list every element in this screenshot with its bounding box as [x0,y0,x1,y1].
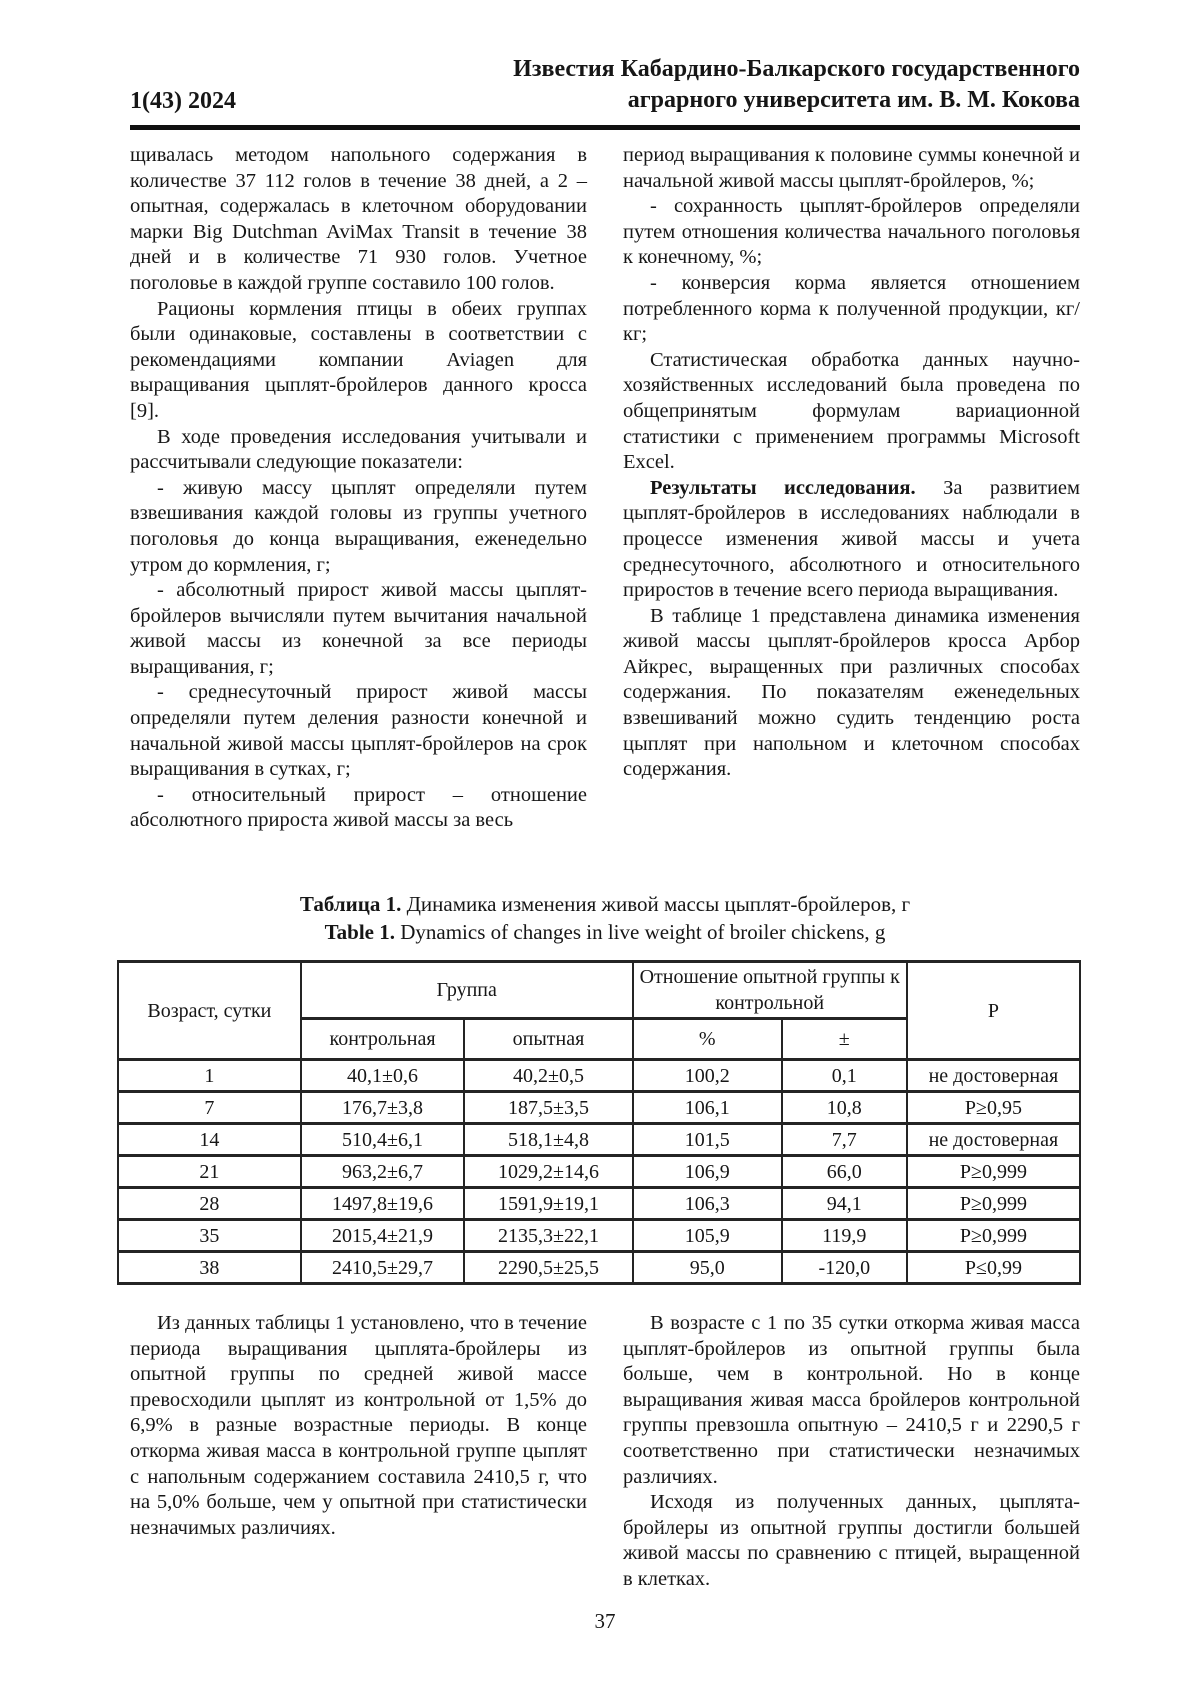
right-column-bottom [623,1311,1080,1593]
table-caption-en-label: Table 1. [324,920,395,945]
list-item-paragraph: - среднесуточный прирост живой массы определяли путем деления разности конечной и начальной живой массы цыплят-бройлеров на срок выращивания в сутках, г; [130,681,587,781]
cell-age: 1 [118,1060,301,1092]
cell-experimental: 40,2±0,5 [464,1060,632,1092]
left-column-bottom [130,1311,587,1593]
cell-p: не достоверная [907,1060,1080,1092]
cell-p: Р≥0,95 [907,1092,1080,1124]
cell-control: 2410,5±29,7 [301,1252,465,1284]
table-caption-ru [130,890,1080,918]
header-age: Возраст, сутки [118,962,301,1060]
header-ratio-percent: % [633,1019,782,1060]
cell-ratio-delta: 119,9 [782,1220,907,1252]
cell-control: 2015,4±21,9 [301,1220,465,1252]
body-bottom-columns [130,1311,1080,1593]
cell-age: 7 [118,1092,301,1124]
paragraph: В ходе проведения исследования учитывали и рассчитывали следующие показатели: [130,425,587,474]
cell-ratio-percent: 100,2 [633,1060,782,1092]
list-item-paragraph: - абсолютный прирост живой массы цыплят-бройлеров вычисляли путем вычитания начальной живой массы из конечной за все периоды выращивания, г; [130,579,587,678]
cell-control: 963,2±6,7 [301,1156,465,1188]
table-header-row-1 [118,962,1080,1019]
cell-age: 38 [118,1252,301,1284]
results-text: За развитием цыплят-бройлеров в исследованиях наблюдали в процессе изменения живой массы и учета среднесуточного, абсолютного и относительного приростов в течение всего периода выращивания. [623,476,1081,602]
paragraph: Рационы кормления птицы в обеих группах были одинаковые, составлены в соответствии с рекомендациями компании Aviagen для выращивания цыплят-бройлеров данного кросса [9]. [130,297,587,422]
journal-title-line1: Известия Кабардино-Балкарского государственного [513,56,1080,82]
cell-ratio-percent: 106,3 [633,1188,782,1220]
table-caption-ru-text: Динамика изменения живой массы цыплят-бройлеров, г [401,892,911,917]
paragraph: щивалась методом напольного содержания в количестве 37 112 голов в течение 38 дней, а 2 – опытная, содержалась в клеточном оборудовании марки Big Dutchman AviMax Transit в течение 38 дней и в количестве 71 930 голов. Учетное поголовье в каждой группе составило 100 голов. [130,144,587,294]
table-caption-en-text: Dynamics of changes in live weight of broiler chickens, g [394,920,886,945]
left-column-top [130,143,587,834]
cell-age: 21 [118,1156,301,1188]
cell-experimental: 1029,2±14,6 [464,1156,632,1188]
cell-ratio-percent: 106,1 [633,1092,782,1124]
table-caption-ru-label: Таблица 1. [299,892,402,917]
paragraph: Статистическая обработка данных научно-хозяйственных исследований была проведена по общепринятым формулам вариационной статистики с применением программы Microsoft Excel. [623,348,1080,474]
results-table [117,960,1081,1285]
cell-ratio-percent: 106,9 [633,1156,782,1188]
cell-ratio-percent: 105,9 [633,1220,782,1252]
cell-control: 510,4±6,1 [301,1124,465,1156]
body-top-columns [130,143,1080,834]
list-item-paragraph: - конверсия корма является отношением потребленного корма к полученной продукции, кг/кг; [623,271,1080,346]
journal-title-line2: аграрного университета им. В. М. Кокова [627,87,1080,113]
header-ratio-pm: ± [782,1019,907,1060]
table-row [118,1220,1080,1252]
cell-ratio-delta: -120,0 [782,1252,907,1284]
table-row [118,1252,1080,1284]
header-group-control: контрольная [301,1019,465,1060]
cell-p: Р≥0,999 [907,1220,1080,1252]
header-group-experimental: опытная [464,1019,632,1060]
journal-title [513,54,1080,116]
cell-age: 14 [118,1124,301,1156]
cell-ratio-delta: 0,1 [782,1060,907,1092]
cell-ratio-percent: 101,5 [633,1124,782,1156]
cell-age: 35 [118,1220,301,1252]
cell-age: 28 [118,1188,301,1220]
list-item-paragraph: - относительный прирост – отношение абсолютного прироста живой массы за весь [130,783,587,832]
table-row [118,1124,1080,1156]
cell-ratio-delta: 7,7 [782,1124,907,1156]
cell-ratio-delta: 94,1 [782,1188,907,1220]
table-row [118,1092,1080,1124]
cell-p: Р≥0,999 [907,1188,1080,1220]
table-caption [130,890,1080,946]
cell-p: Р≥0,999 [907,1156,1080,1188]
cell-ratio-delta: 66,0 [782,1156,907,1188]
cell-experimental: 187,5±3,5 [464,1092,632,1124]
cell-control: 1497,8±19,6 [301,1188,465,1220]
running-head [130,54,1080,116]
header-rule [130,125,1080,130]
paragraph: В таблице 1 представлена динамика изменения живой массы цыплят-бройлеров кросса Арбор Айкрес, выращенных при различных способах содержания. По показателям еженедельных взвешиваний можно судить тенденцию роста цыплят при напольном и клеточном способах содержания. [623,604,1080,781]
results-paragraph [623,476,1080,604]
page-number: 37 [594,1608,616,1633]
header-ratio: Отношение опытной группы к контрольной [633,962,907,1019]
cell-control: 40,1±0,6 [301,1060,465,1092]
paragraph: Исходя из полученных данных, цыплята-бройлеры из опытной группы достигли большей живой массы по сравнению с птицей, выращенной в клетках. [623,1491,1080,1590]
results-heading: Результаты исследования. [650,476,916,499]
issue-number: 1(43) 2024 [130,88,236,114]
header-p: Р [907,962,1080,1060]
cell-ratio-delta: 10,8 [782,1092,907,1124]
table-caption-en [130,918,1080,946]
table-row [118,1156,1080,1188]
right-column-top [623,143,1080,834]
paragraph: Из данных таблицы 1 установлено, что в течение периода выращивания цыплята-бройлеры из опытной группы по средней живой массе превосходили цыплят из контрольной от 1,5% до 6,9% в разные возрастные периоды. В конце откорма живая масса в контрольной группе цыплят с напольным содержанием составила 2410,5 г, что на 5,0% больше, чем у опытной при статистически незначимых различиях. [130,1312,587,1539]
cell-experimental: 2290,5±25,5 [464,1252,632,1284]
cell-p: Р≤0,99 [907,1252,1080,1284]
paragraph: В возрасте с 1 по 35 сутки откорма живая масса цыплят-бройлеров из опытной группы была больше, чем в контрольной. Но в конце выращивания живая масса бройлеров контрольной группы превзошла опытную – 2410,5 г и 2290,5 г соответственно при статистически незначимых различиях. [623,1312,1080,1488]
list-item-paragraph: - сохранность цыплят-бройлеров определяли путем отношения количества начального поголовья к конечному, %; [623,195,1080,269]
cell-experimental: 1591,9±19,1 [464,1188,632,1220]
cell-ratio-percent: 95,0 [633,1252,782,1284]
cell-p: не достоверная [907,1124,1080,1156]
header-group: Группа [301,962,633,1019]
list-item-paragraph: - живую массу цыплят определяли путем взвешивания каждой головы из группы учетного поголовья до конца выращивания, еженедельно утром до кормления, г; [130,476,587,576]
table-row [118,1188,1080,1220]
cell-experimental: 2135,3±22,1 [464,1220,632,1252]
cell-control: 176,7±3,8 [301,1092,465,1124]
cell-experimental: 518,1±4,8 [464,1124,632,1156]
paragraph: период выращивания к половине суммы конечной и начальной живой массы цыплят-бройлеров, %; [623,144,1080,192]
table-row [118,1060,1080,1092]
